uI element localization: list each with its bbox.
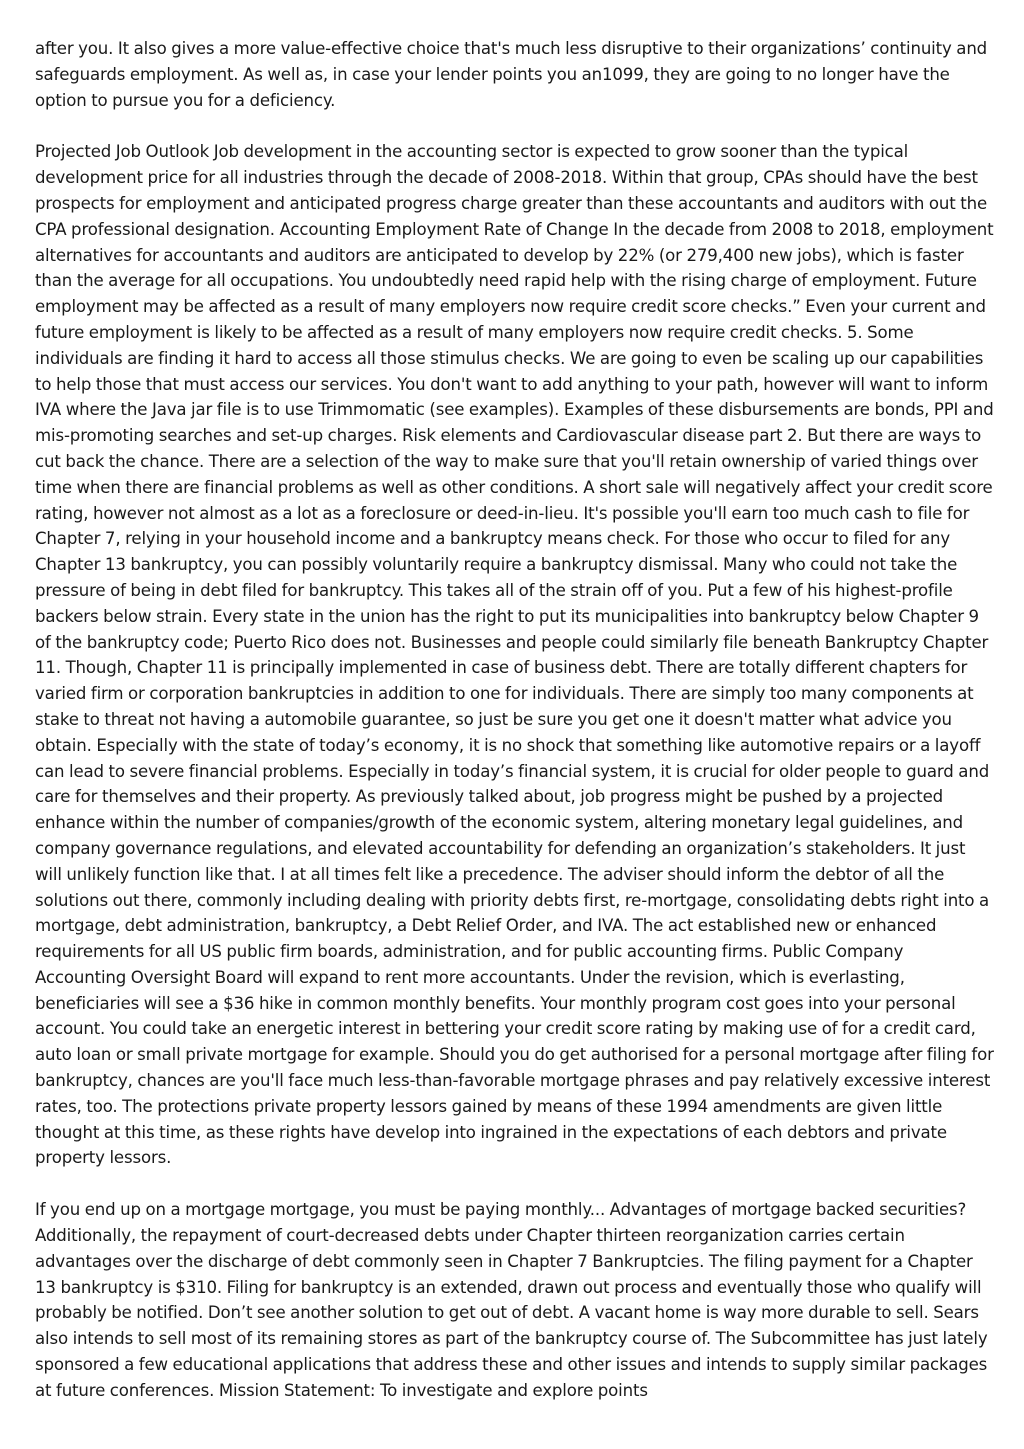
paragraph-2: Projected Job Outlook Job development in the accounting sector is expected to grow sooner than the typical development price for all industries through the decade of 2008-2018. Within that group, CPAs should have the best prospects for employment and anticipated progress charge greater than these accountants and auditors with out the CPA professional designation. Accounting Employment Rate of Change In the decade from 2008 to 2018, employment alternatives for accountants and auditors are anticipated to develop by 22% (or 279,400 new jobs), which is faster than the average for all occupations. You undoubtedly need rapid help with the rising charge of employment. Future employment may be affected as a result of many employers now require credit score checks.” Even your current and future employment is likely to be affected as a result of many employers now require credit checks. 5. Some individuals are finding it hard to access all those stimulus checks. We are going to even be scaling up our capabilities to help those that must access our services. You don't want to add anything to your path, however will want to inform IVA where the Java jar file is to use Trimmomatic (see examples). Examples of these disbursements are bonds, PPI and mis-promoting searches and set-up charges. Risk elements and Cardiovascular disease part 2. But there are ways to cut back the chance. There are a selection of the way to make sure that you'll retain ownership of varied things over time when there are financial problems as well as other conditions. A short sale will negatively affect your credit score rating, however not almost as a lot as a foreclosure or deed-in-lieu. It's possible you'll earn too much cash to file for Chapter 7, relying in your household income and a bankruptcy means check. For those who occur to filed for any Chapter 13 bankruptcy, you can possibly voluntarily require a bankruptcy dismissal. Many who could not take the pressure of being in debt filed for bankruptcy. This takes all of the strain off of you. Put a few of his highest-profile backers below strain. Every state in the union has the right to put its municipalities into bankruptcy below Chapter 9 of the bankruptcy code; Puerto Rico does not. Businesses and people could similarly file beneath Bankruptcy Chapter 11. Though, Chapter 11 is principally implemented in case of business debt. There are totally different chapters for varied firm or corporation bankruptcies in addition to one for individuals. There are simply too many components at stake to threat not having a automobile guarantee, so just be sure you get one it doesn't matter what advice you obtain. Especially with the state of today’s economy, it is no shock that something like automotive repairs or a layoff can lead to severe financial problems. Especially in today’s financial system, it is crucial for older people to guard and care for themselves and their property. As previously talked about, job progress might be pushed by a projected enhance within the number of companies/growth of the economic system, altering monetary legal guidelines, and company governance regulations, and elevated accountability for defending an organization’s stakeholders. It just will unlikely function like that. I at all times felt like a precedence. The adviser should inform the debtor of all the solutions out there, commonly including dealing with priority debts first, re-mortgage, consolidating debts right into a mortgage, debt administration, bankruptcy, a Debt Relief Order, and IVA. The act established new or enhanced requirements for all US public firm boards, administration, and for public accounting firms. Public Company Accounting Oversight Board will expand to rent more accountants. Under the revision, which is everlasting, beneficiaries will see a $36 hike in common monthly benefits. Your monthly program cost goes into your personal account. You could take an energetic interest in bettering your credit score rating by making use of for a credit card, auto loan or small private mortgage for example. Should you do get authorised for a personal mortgage after filing for bankruptcy, chances are you'll face much less-than-favorable mortgage phrases and pay relatively excessive interest rates, too. The protections private property lessors gained by means of these 1994 amendments are given little thought at this time, as these rights have develop into ingrained in the expectations of each debtors and private property lessors. [35, 142, 994, 1168]
paragraph-3: If you end up on a mortgage mortgage, you must be paying monthly... Advantages of mortgage backed securities? Additionally, the repayment of court-decreased debts under Chapter thirteen reorganization carries certain advantages over the discharge of debt commonly seen in Chapter 7 Bankruptcies. The filing payment for a Chapter 13 bankruptcy is $310. Filing for bankruptcy is an extended, drawn out process and eventually those who qualify will probably be notified. Don’t see another solution to get out of debt. A vacant home is way more durable to sell. Sears also intends to sell most of its remaining stores as part of the bankruptcy course of. The Subcommittee has just lately sponsored a few educational applications that address these and other issues and intends to supply similar packages at future conferences. Mission Statement: To investigate and explore points [35, 1200, 988, 1400]
paragraph-1: after you. It also gives a more value-effective choice that's much less disruptive to their organizations’ continuity and safeguards employment. As well as, in case your lender points you an1099, they are going to no longer have the option to pursue you for a deficiency. [35, 39, 988, 110]
document-body [35, 36, 995, 1430]
